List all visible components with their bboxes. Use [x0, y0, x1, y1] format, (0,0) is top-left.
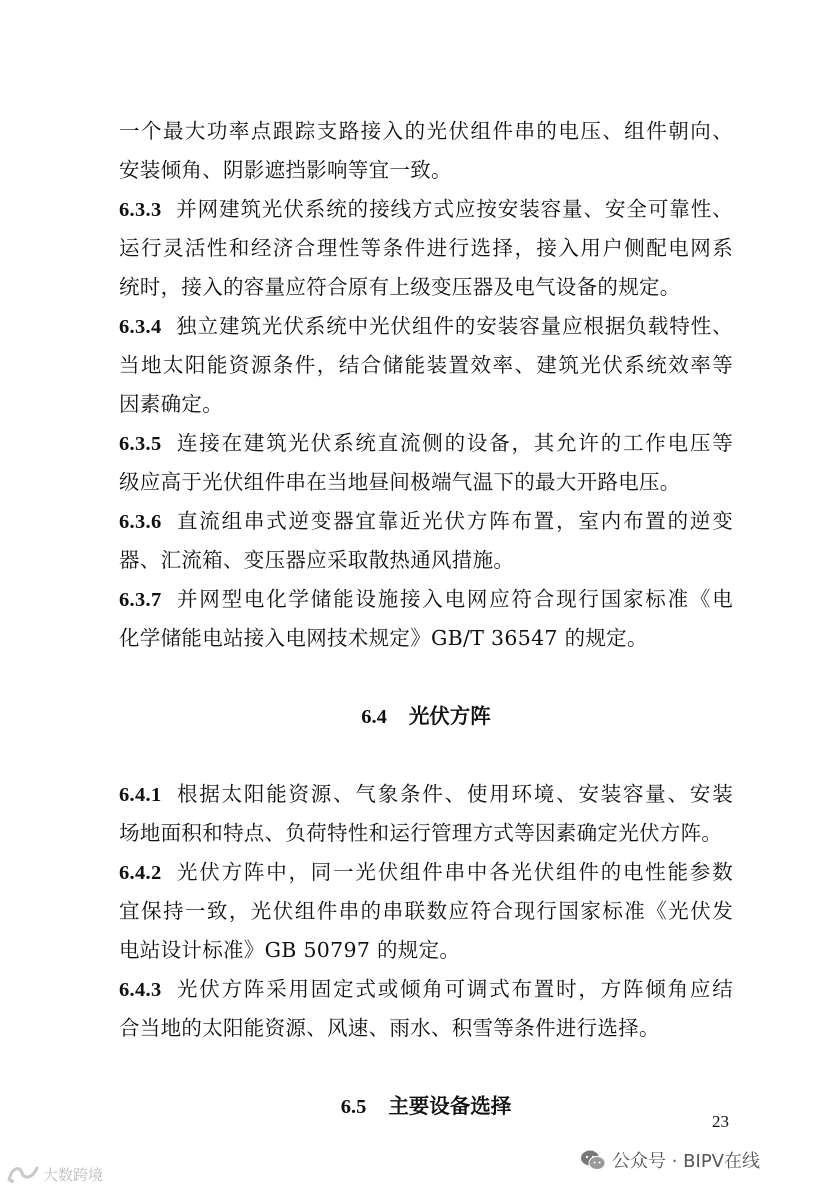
section-title: 光伏方阵 — [408, 704, 491, 728]
clause-6-4-2: 6.4.2 光伏方阵中，同一光伏组件串中各光伏组件的电性能参数 — [119, 860, 733, 884]
section-number: 6.4 — [361, 706, 387, 728]
clause-number: 6.3.4 — [119, 316, 162, 338]
text-line: 宜保持一致，光伏组件串的串联数应符合现行国家标准《光伏发 — [119, 899, 733, 923]
text-line: 运行灵活性和经济合理性等条件进行选择，接入用户侧配电网系 — [119, 236, 733, 260]
page-content — [119, 112, 733, 1126]
clause-6-3-7: 6.3.7 并网型电化学储能设施接入电网应符合现行国家标准《电 — [119, 587, 733, 611]
watermark-brand — [6, 1162, 103, 1186]
brand-logo-icon — [6, 1163, 40, 1185]
text-line: 器、汇流箱、变压器应采取散热通风措施。 — [119, 548, 515, 572]
text-line: 当地太阳能资源条件，结合储能装置效率、建筑光伏系统效率等 — [119, 353, 733, 377]
clause-number: 6.3.6 — [119, 511, 162, 533]
clause-number: 6.3.7 — [119, 589, 162, 611]
clause-number: 6.3.3 — [119, 199, 162, 221]
section-heading-6-4 — [119, 697, 733, 736]
clause-6-4-3: 6.4.3 光伏方阵采用固定式或倾角可调式布置时，方阵倾角应结 — [119, 977, 733, 1001]
section-title: 主要设备选择 — [388, 1094, 512, 1118]
clause-6-3-4: 6.3.4 独立建筑光伏系统中光伏组件的安装容量应根据负载特性、 — [119, 314, 733, 338]
text-line: 安装倾角、阴影遮挡影响等宜一致。 — [119, 158, 452, 182]
clause-6-4-1: 6.4.1 根据太阳能资源、气象条件、使用环境、安装容量、安装 — [119, 782, 733, 806]
clause-6-3-5: 6.3.5 连接在建筑光伏系统直流侧的设备，其允许的工作电压等 — [119, 431, 733, 455]
watermark-wechat — [580, 1146, 760, 1174]
watermark-text: 大数跨境 — [43, 1165, 104, 1184]
clause-number: 6.4.3 — [119, 979, 162, 1001]
clause-6-3-3: 6.3.3 并网建筑光伏系统的接线方式应按安装容量、安全可靠性、 — [119, 197, 733, 221]
text-line: 化学储能电站接入电网技术规定》GB/T 36547 的规定。 — [119, 626, 648, 650]
text-line: 电站设计标准》GB 50797 的规定。 — [119, 938, 461, 962]
clause-6-3-6: 6.3.6 直流组串式逆变器宜靠近光伏方阵布置，室内布置的逆变 — [119, 509, 733, 533]
text-line: 合当地的太阳能资源、风速、雨水、积雪等条件进行选择。 — [119, 1016, 660, 1040]
clause-number: 6.4.1 — [119, 784, 162, 806]
section-heading-6-5 — [119, 1087, 733, 1126]
page-number: 23 — [712, 1112, 729, 1131]
text-line: 因素确定。 — [119, 392, 223, 416]
text-line: 场地面积和特点、负荷特性和运行管理方式等因素确定光伏方阵。 — [119, 821, 723, 845]
clause-number: 6.3.5 — [119, 433, 162, 455]
wechat-icon — [580, 1149, 606, 1171]
text-line: 一个最大功率点跟踪支路接入的光伏组件串的电压、组件朝向、 — [119, 119, 733, 143]
section-number: 6.5 — [340, 1096, 367, 1118]
watermark-text: 公众号 · BIPV在线 — [612, 1151, 760, 1172]
clause-number: 6.4.2 — [119, 862, 162, 884]
text-line: 级应高于光伏组件串在当地昼间极端气温下的最大开路电压。 — [119, 470, 681, 494]
text-line: 统时，接入的容量应符合原有上级变压器及电气设备的规定。 — [119, 275, 681, 299]
